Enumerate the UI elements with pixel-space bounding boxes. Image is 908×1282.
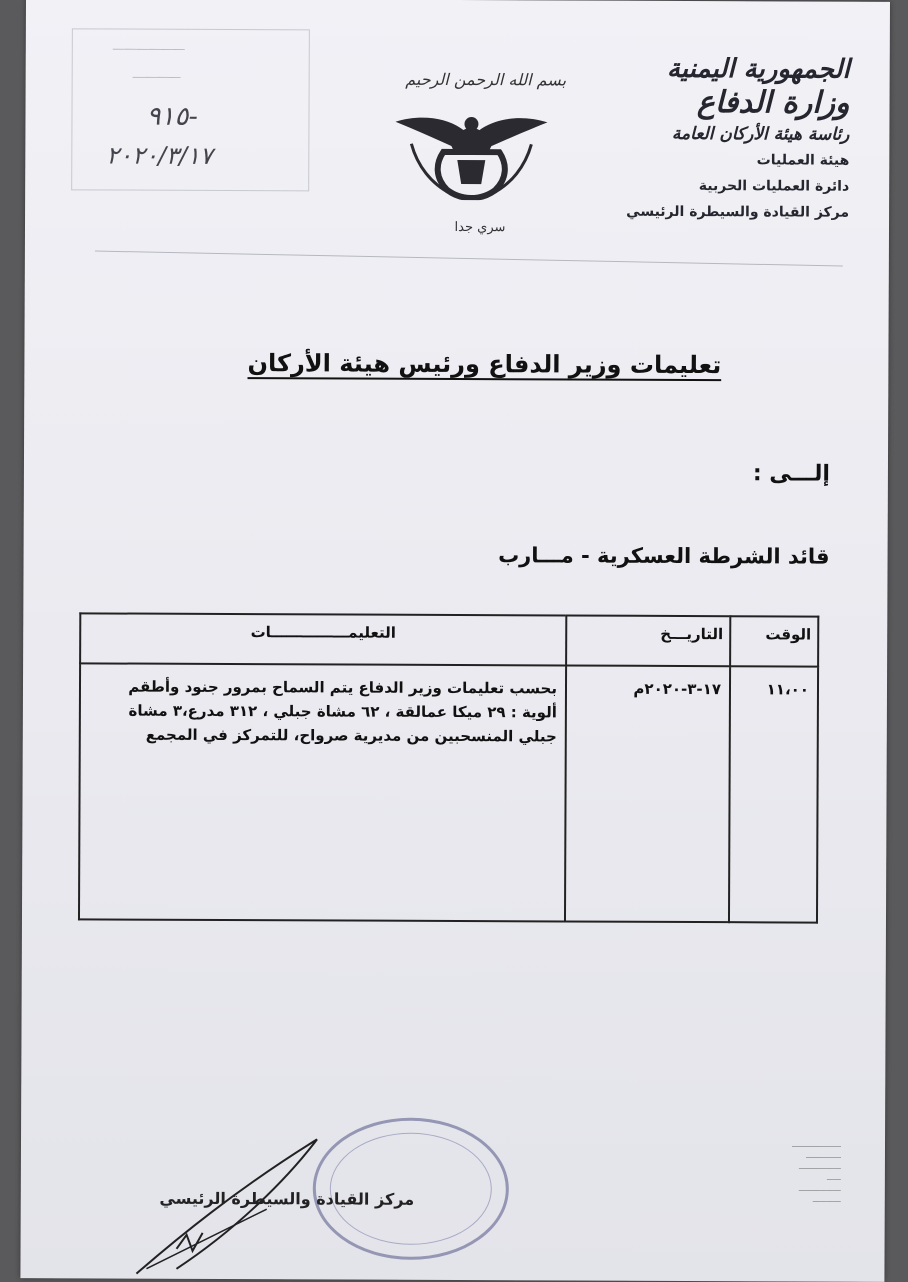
cell-instructions: بحسب تعليمات وزير الدفاع يتم السماح بمرور جنود وأطقم ألوية : ٢٩ ميكا عمالقة ، ٦٢ مشاة جبلي ، ٣١٢ مدرع،٣ مشاة جبلي المنسحبين من مديرية صرواح، للتمركز في المجمع [79, 663, 566, 921]
ministry-header [589, 53, 850, 226]
header-instructions: التعليمـــــــــــــــات [80, 613, 566, 665]
table-header-row [80, 613, 818, 666]
recipient-value: قائد الشرطة العسكرية - مـــارب [498, 543, 830, 569]
cell-time: ١١،٠٠ [729, 666, 818, 922]
header-date: التاريـــخ [566, 615, 730, 666]
cell-date: ١٧-٣-٢٠٢٠م [565, 665, 730, 922]
document-title: تعليمات وزير الدفاع ورئيس هيئة الأركان [247, 349, 722, 380]
header-line-republic: الجمهورية اليمنية [666, 53, 850, 85]
registration-number: ٩١٥- [146, 101, 198, 132]
header-divider [95, 251, 843, 267]
header-line-operations: هيئة العمليات [756, 152, 850, 169]
header-line-ministry: وزارة الدفاع [696, 85, 850, 121]
header-time: الوقت [730, 616, 818, 666]
header-line-staff: رئاسة هيئة الأركان العامة [671, 123, 850, 145]
registration-stamp: ―――――― ―――― ٩١٥- ٢٠٢٠/٣/١٧ [71, 28, 310, 191]
eagle-emblem-icon [391, 104, 551, 201]
header-line-command-center: مركز القيادة والسيطرة الرئيسي [626, 203, 850, 221]
recipient-label: إلـــى : [752, 461, 830, 487]
instructions-table [78, 612, 819, 923]
table-row [79, 663, 818, 922]
document-page [20, 0, 890, 1282]
header-line-war-ops: دائرة العمليات الحربية [698, 178, 850, 195]
signatory-name: مركز القيادة والسيطرة الرئيسي [159, 1188, 415, 1209]
registration-date: ٢٠٢٠/٣/١٧ [106, 141, 213, 170]
classification-label: سري جدا [454, 219, 506, 236]
distribution-list: ――――――― ――――― ―――――― ―― ―――――― ―――― [791, 1142, 842, 1206]
basmala: بسم الله الرحمن الرحيم [405, 69, 567, 90]
